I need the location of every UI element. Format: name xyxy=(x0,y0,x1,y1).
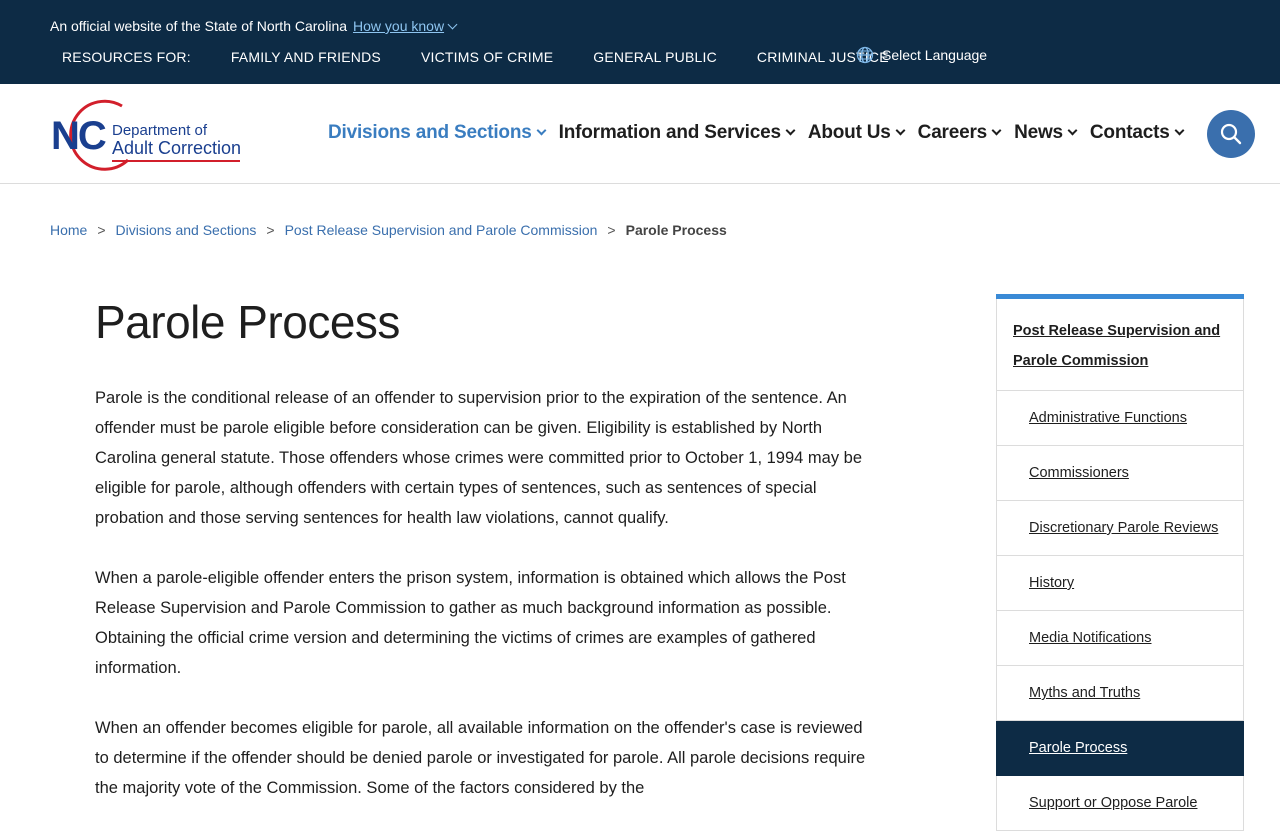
how-you-know-label[interactable]: How you know xyxy=(353,18,445,34)
top-banner xyxy=(0,0,1280,84)
breadcrumb-post-release[interactable]: Post Release Supervision and Parole Commission xyxy=(284,222,598,238)
sidebar-item-parole-process[interactable]: Parole Process xyxy=(996,721,1244,776)
official-text: An official website of the State of North Carolina xyxy=(50,18,348,34)
sidebar-parent-link[interactable]: Post Release Supervision and Parole Commission xyxy=(996,299,1244,391)
chevron-down-icon xyxy=(895,125,905,135)
chevron-down-icon xyxy=(1174,125,1184,135)
nav-label[interactable]: News xyxy=(1014,122,1063,143)
content-paragraph: Parole is the conditional release of an offender to supervision prior to the expiration of the sentence. An offender must be parole eligible before consideration can be given. Eligibility is established by North Carolina general statute. Those offenders whose crimes were committed prior to October 1, 1994 may be eligible for parole, although offenders with certain types of sentences, such as sentences of special probation and those serving sentences for health law violations, cannot qualify. xyxy=(95,389,863,527)
nav-label[interactable]: Information and Services xyxy=(558,122,781,143)
language-label[interactable]: Select Language xyxy=(882,47,988,63)
resource-general-public[interactable]: GENERAL PUBLIC xyxy=(593,49,717,65)
globe-icon xyxy=(856,46,874,64)
breadcrumb-separator: > xyxy=(607,222,616,238)
how-you-know-link[interactable] xyxy=(353,18,456,34)
site-logo[interactable] xyxy=(50,96,250,172)
resources-bar xyxy=(62,48,929,66)
breadcrumb-separator: > xyxy=(97,222,106,238)
sidebar-item-administrative-functions[interactable]: Administrative Functions xyxy=(996,391,1244,446)
breadcrumb-divisions-and-sections[interactable]: Divisions and Sections xyxy=(115,222,257,238)
sidebar-item-discretionary-parole-reviews[interactable]: Discretionary Parole Reviews xyxy=(996,501,1244,556)
nav-about-us[interactable] xyxy=(808,122,904,144)
language-selector[interactable] xyxy=(856,46,987,64)
main-content xyxy=(95,383,870,833)
breadcrumb-separator: > xyxy=(266,222,275,238)
chevron-down-icon xyxy=(992,125,1002,135)
chevron-down-icon xyxy=(785,125,795,135)
official-website-notice xyxy=(50,18,456,34)
nav-divisions-and-sections[interactable] xyxy=(328,122,545,144)
nav-careers[interactable] xyxy=(918,122,1000,144)
page-title: Parole Process xyxy=(95,296,400,348)
nav-label[interactable]: Divisions and Sections xyxy=(328,122,532,143)
site-header xyxy=(0,84,1280,184)
resources-label: RESOURCES FOR: xyxy=(62,49,191,65)
resource-criminal-justice[interactable]: CRIMINAL JUSTICE xyxy=(756,49,889,65)
sidebar-item-support-or-oppose-parole[interactable]: Support or Oppose Parole xyxy=(996,776,1244,831)
chevron-down-icon xyxy=(448,20,458,30)
breadcrumb xyxy=(50,222,727,238)
nav-information-and-services[interactable] xyxy=(559,122,794,144)
logo-line-2: Adult Correction xyxy=(112,138,242,158)
nav-news[interactable] xyxy=(1014,122,1076,144)
resource-victims-of-crime[interactable]: VICTIMS OF CRIME xyxy=(420,49,554,65)
sidebar-item-history[interactable]: History xyxy=(996,556,1244,611)
main-navigation xyxy=(328,122,1197,144)
logo-nc: NC xyxy=(51,114,105,158)
logo-underline xyxy=(112,160,240,162)
chevron-down-icon xyxy=(1067,125,1077,135)
nav-label[interactable]: Careers xyxy=(917,122,988,143)
nav-contacts[interactable] xyxy=(1090,122,1183,144)
search-button[interactable] xyxy=(1207,110,1255,158)
search-icon xyxy=(1219,122,1243,146)
sidebar-item-myths-and-truths[interactable]: Myths and Truths xyxy=(996,666,1244,721)
nav-label[interactable]: Contacts xyxy=(1089,122,1170,143)
nav-label[interactable]: About Us xyxy=(807,122,891,143)
breadcrumb-current: Parole Process xyxy=(625,222,727,238)
content-paragraph: When a parole-eligible offender enters the prison system, information is obtained which allows the Post Release Supervision and Parole Commission to gather as much background information as possible. Obtaining the official crime version and determining the victims of crimes are examples of gathered information. xyxy=(95,569,846,677)
content-paragraph: When an offender becomes eligible for parole, all available information on the offender's case is reviewed to determine if the offender should be denied parole or investigated for parole. All parole decisions require the majority vote of the Commission. Some of the factors considered by the xyxy=(95,719,866,797)
sidebar-item-media-notifications[interactable]: Media Notifications xyxy=(996,611,1244,666)
resource-family-and-friends[interactable]: FAMILY AND FRIENDS xyxy=(230,49,381,65)
breadcrumb-home[interactable]: Home xyxy=(50,222,88,238)
logo-line-1: Department of xyxy=(112,122,208,139)
sidebar-item-commissioners[interactable]: Commissioners xyxy=(996,446,1244,501)
chevron-down-icon xyxy=(536,125,546,135)
section-sidebar xyxy=(996,294,1244,831)
